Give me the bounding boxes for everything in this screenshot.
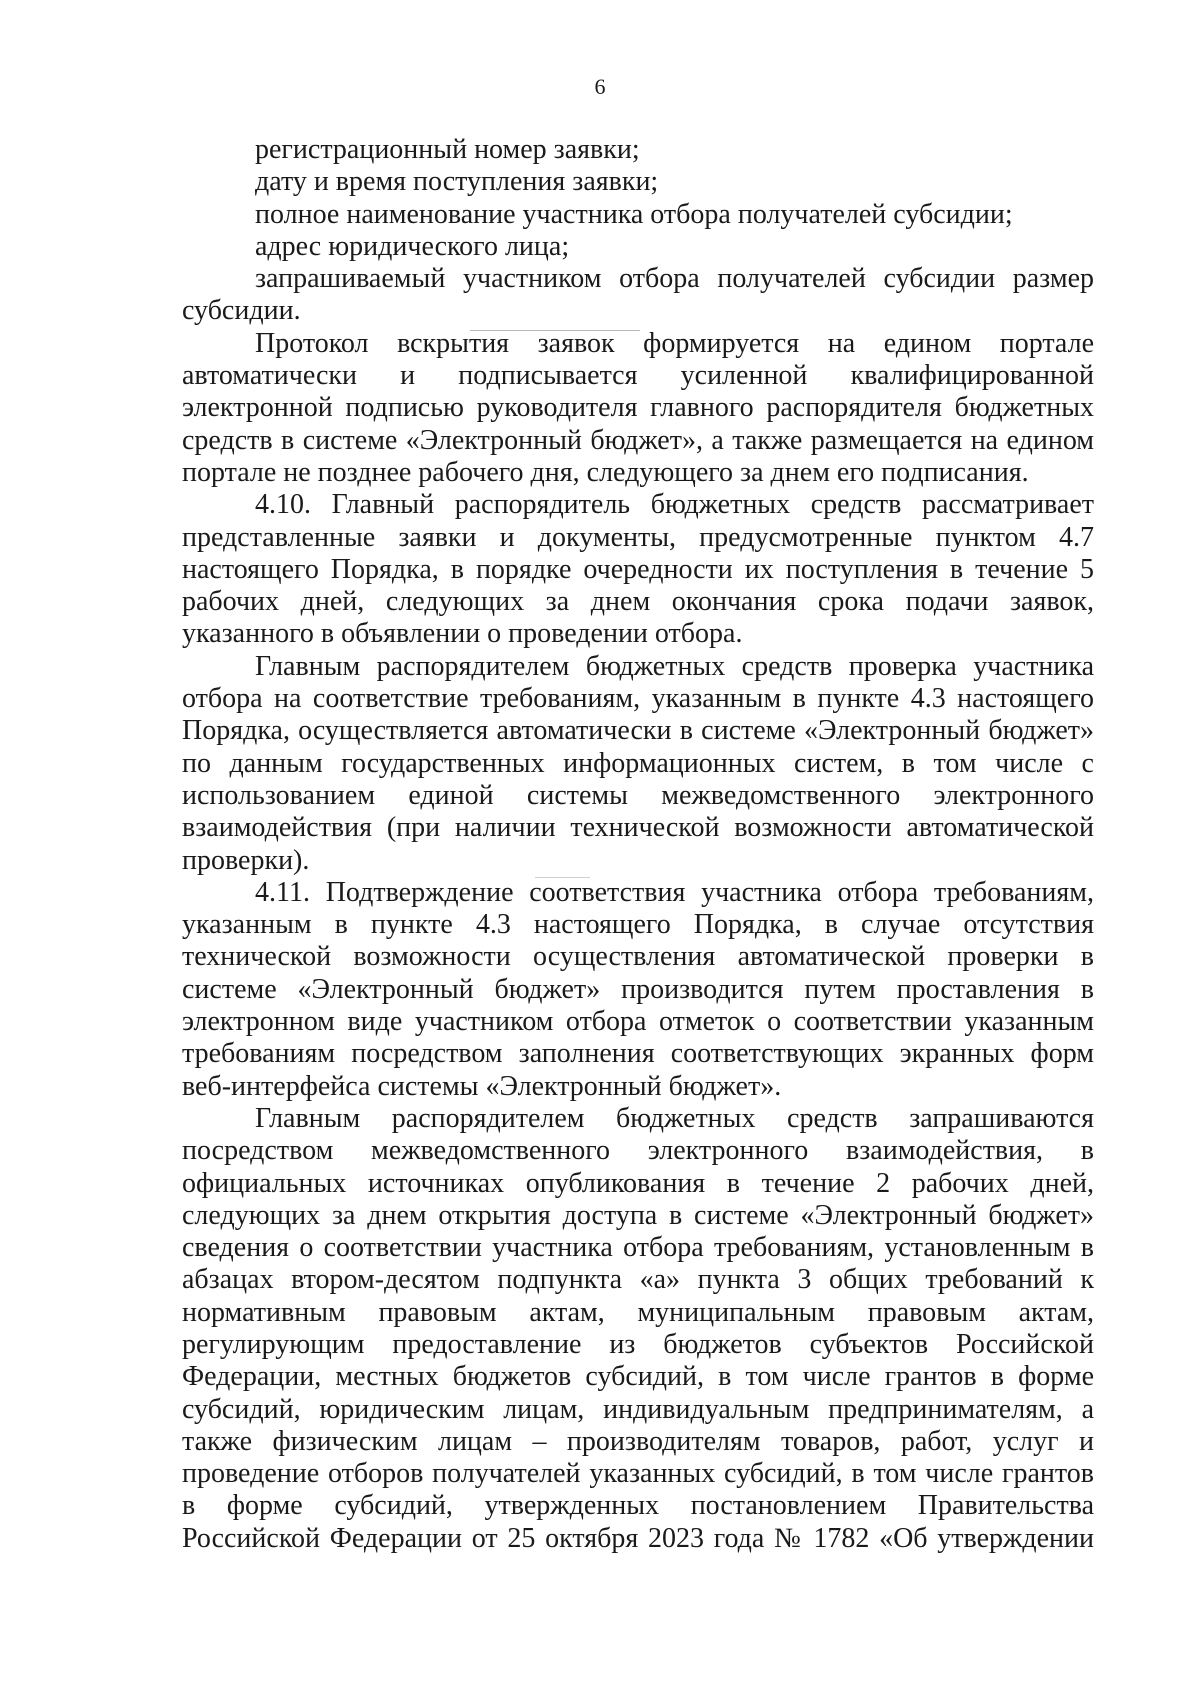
- paragraph-opening-protocol: Протокол вскрытия заявок формируется на едином портале автоматически и подписывается усиленной квалифицированной электронной подписью руководителя главного распорядителя бюджетных средств в системе «Электронный бюджет», а также размещается на едином портале не позднее рабочего дня, следующего за днем его подписания.: [182, 327, 1094, 488]
- paragraph-date-time: дату и время поступления заявки;: [255, 166, 659, 198]
- paragraph-automatic-check: Главным распорядителем бюджетных средств проверка участника отбора на соответствие требованиям, указанным в пункте 4.3 настоящего Порядка, осуществляется автоматически в системе «Электронный бюджет» по данным государственных информационных систем, в том числе с использованием единой системы межведомственного электронного взаимодействия (при наличии технической возможности автоматической проверки).: [182, 650, 1094, 876]
- paragraph-interagency-request: Главным распорядителем бюджетных средств запрашиваются посредством межведомственного электронного взаимодействия, в официальных источниках опубликования в течение 2 рабочих дней, следующих за днем открытия доступа в системе «Электронный бюджет» сведения о соответствии участника отбора требованиям, установленным в абзацах втором-десятом подпункта «а» пункта 3 общих требований к нормативным правовым актам, муниципальным правовым актам, регулирующим предоставление из бюджетов субъектов Российской Федерации, местных бюджетов субсидий, в том числе грантов в форме субсидий, юридическим лицам, индивидуальным предпринимателям, а также физическим лицам – производителям товаров, работ, услуг и проведение отборов получателей указанных субсидий, в том числе грантов в форме субсидий, утвержденных постановлением Правительства Российской Федерации от 25 октября 2023 года № 1782 «Об утверждении: [182, 1102, 1094, 1554]
- paragraph-registration-number: регистрационный номер заявки;: [255, 134, 640, 165]
- page-number: 6: [594, 74, 606, 99]
- paragraph-requested-subsidy: запрашиваемый участником отбора получателей субсидии размер субсидии.: [182, 263, 1094, 327]
- paragraph-clause-4-10: 4.10. Главный распорядитель бюджетных средств рассматривает представленные заявки и документы, предусмотренные пунктом 4.7 настоящего Порядка, в порядке очередности их поступления в течение 5 рабочих дней, следующих за днем окончания срока подачи заявок, указанного в объявлении о проведении отбора.: [182, 489, 1094, 650]
- document-body: [182, 134, 1094, 1555]
- paragraph-clause-4-11: 4.11. Подтверждение соответствия участника отбора требованиям, указанным в пункте 4.3 настоящего Порядка, в случае отсутствия технической возможности осуществления автоматической проверки в системе «Электронный бюджет» производится путем проставления в электронном виде участником отбора отметок о соответствии указанным требованиям посредством заполнения соответствующих экранных форм веб-интерфейса системы «Электронный бюджет».: [182, 876, 1094, 1102]
- paragraph-participant-name: полное наименование участника отбора получателей субсидии;: [255, 198, 1013, 230]
- paragraph-legal-address: адрес юридического лица;: [255, 230, 570, 262]
